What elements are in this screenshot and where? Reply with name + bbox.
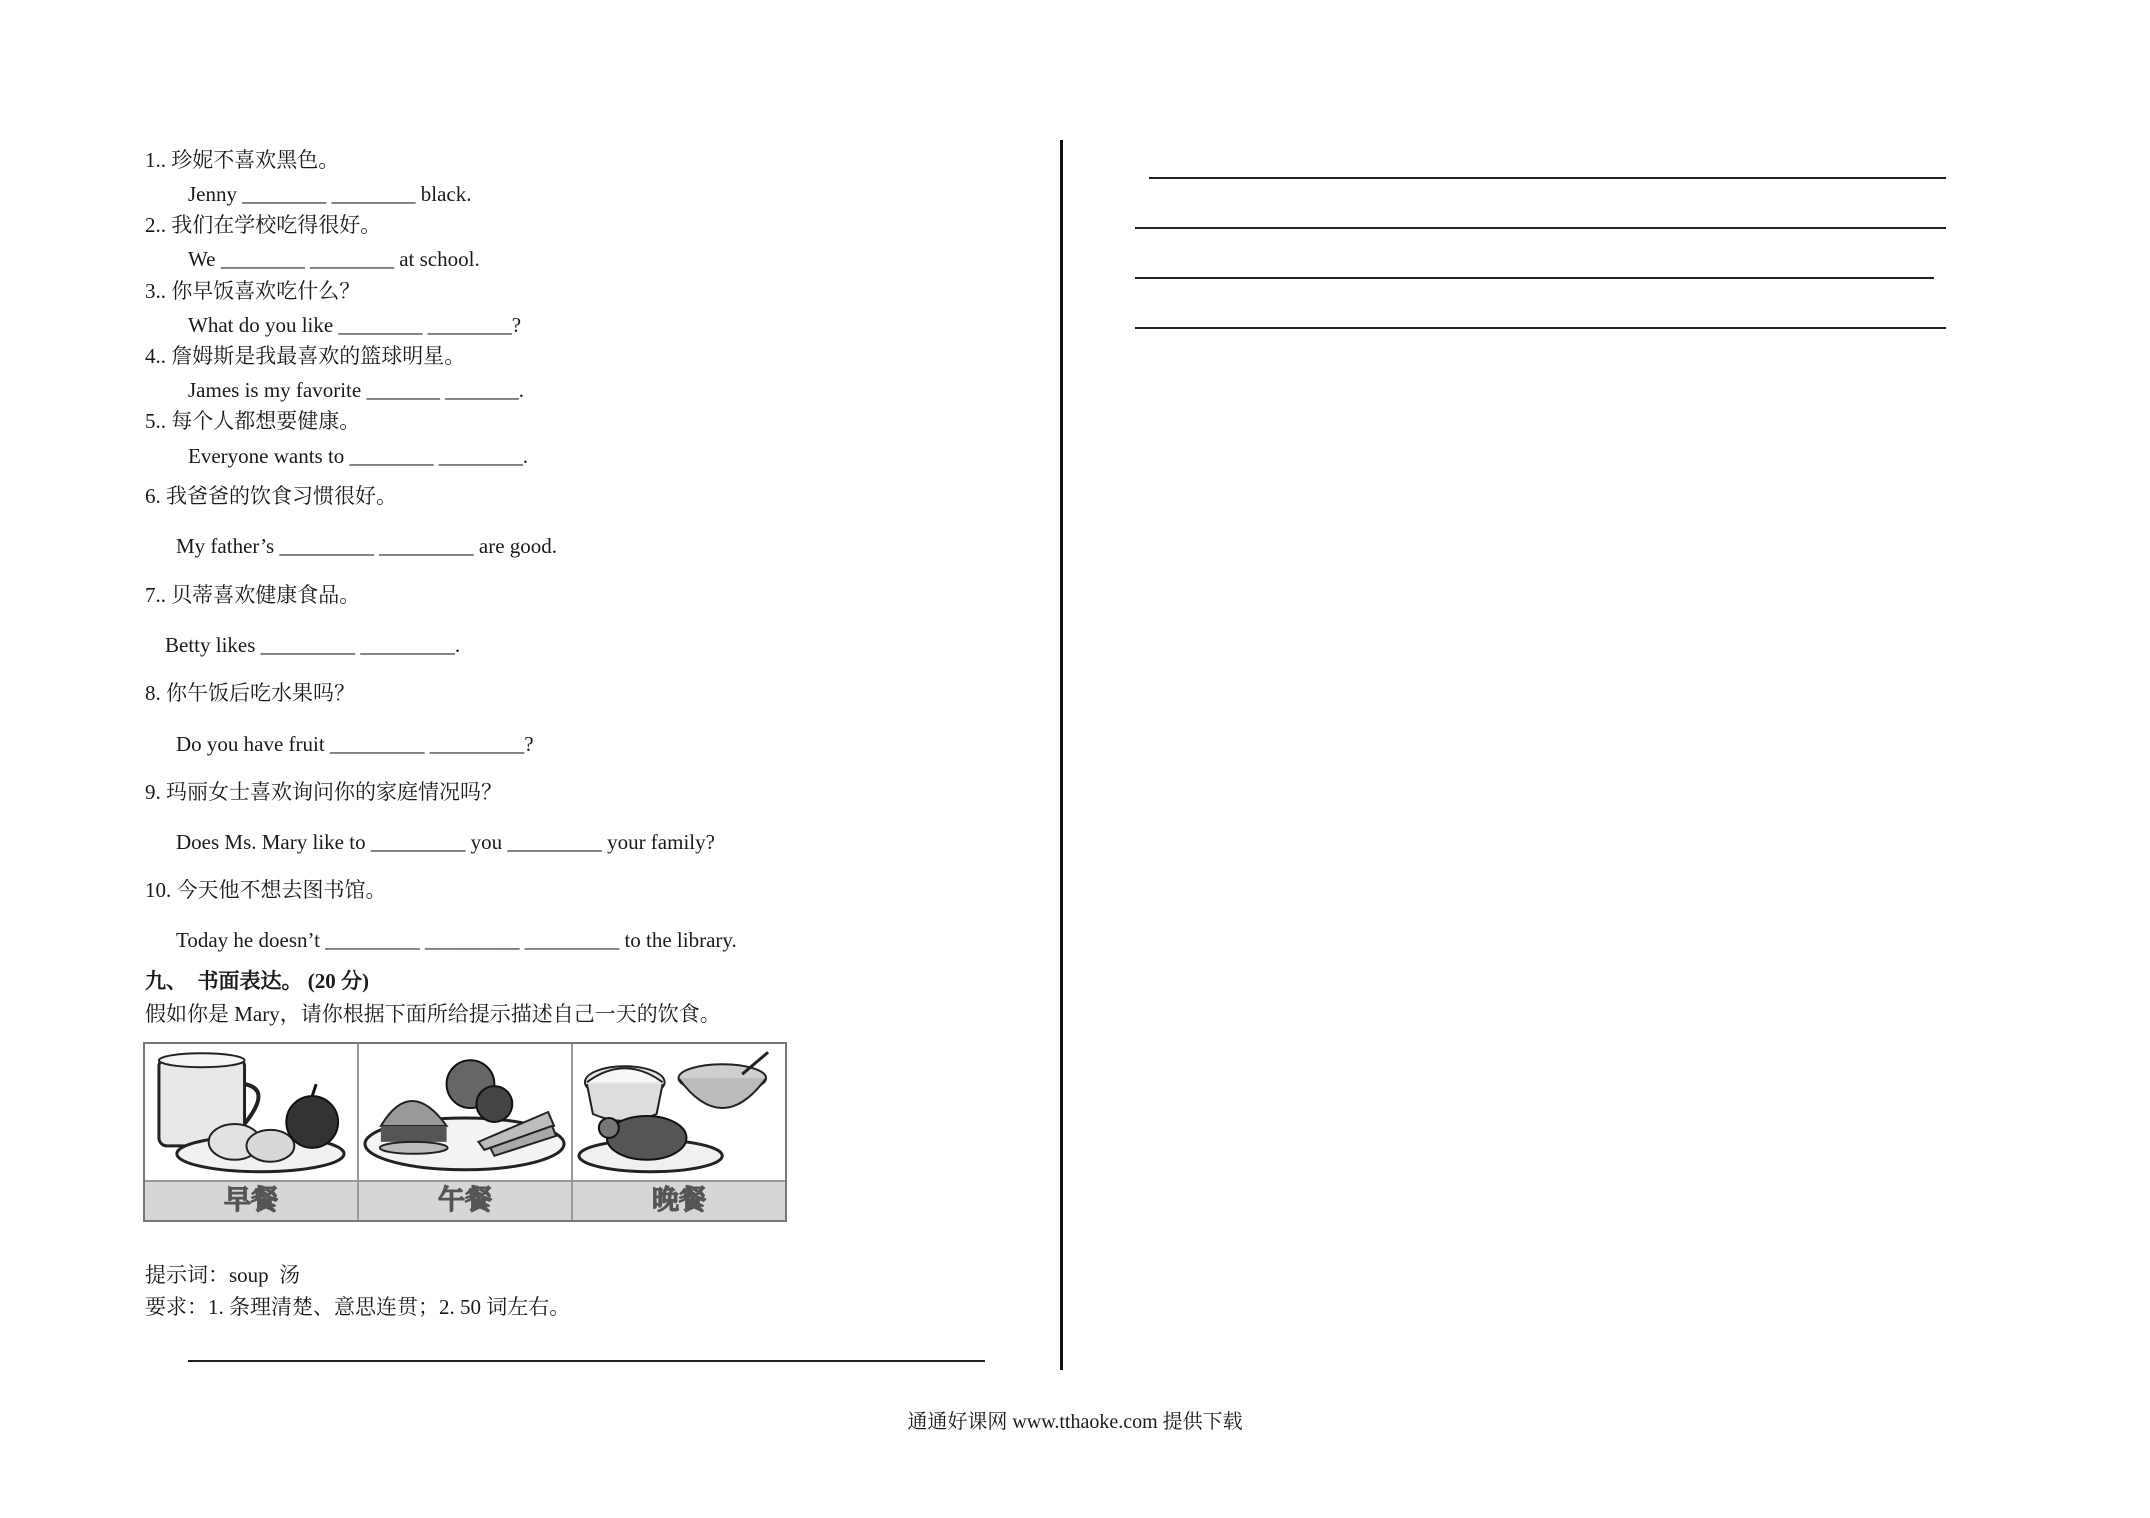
exercise-8-en: Do you have fruit _________ _________? [176, 732, 534, 756]
answer-line-right-1[interactable] [1149, 177, 1946, 179]
exercise-9-en: Does Ms. Mary like to _________ you _________ your family? [176, 830, 715, 854]
exercise-4-en: James is my favorite _______ _______. [188, 378, 524, 402]
answer-line-left[interactable] [188, 1360, 985, 1362]
writing-prompt: 假如你是 Mary，请你根据下面所给提示描述自己一天的饮食。 [145, 1002, 721, 1026]
breakfast-label: 早餐 [145, 1180, 357, 1220]
answer-line-right-2[interactable] [1135, 227, 1946, 229]
exercise-10-cn: 10. 今天他不想去图书馆。 [145, 878, 387, 902]
exercise-8-cn: 8. 你午饭后吃水果吗？ [145, 681, 355, 705]
page-footer: 通通好课网 www.tthaoke.com 提供下载 [907, 1411, 1243, 1433]
meal-illustration [143, 1042, 787, 1222]
exercise-10-en: Today he doesn’t _________ _________ _________ to the library. [176, 928, 737, 952]
breakfast-panel [145, 1044, 359, 1220]
exercise-4-cn: 4.. 詹姆斯是我最喜欢的篮球明星。 [145, 344, 466, 368]
exercise-1-en: Jenny ________ ________ black. [188, 182, 472, 206]
exercise-7-en: Betty likes _________ _________. [165, 633, 461, 657]
writing-requirement: 要求：1. 条理清楚、意思连贯；2. 50 词左右。 [145, 1295, 571, 1319]
exercise-7-cn: 7.. 贝蒂喜欢健康食品。 [145, 583, 361, 607]
exercise-5-en: Everyone wants to ________ ________. [188, 444, 529, 468]
exercise-1-cn: 1.. 珍妮不喜欢黑色。 [145, 148, 340, 172]
exercise-5-cn: 5.. 每个人都想要健康。 [145, 409, 361, 433]
writing-hint: 提示词：soup 汤 [145, 1263, 301, 1287]
exercise-2-en: We ________ ________ at school. [188, 247, 480, 271]
lunch-food-icon [359, 1044, 571, 1180]
exercise-3-cn: 3.. 你早饭喜欢吃什么？ [145, 279, 361, 303]
answer-line-right-4[interactable] [1135, 327, 1946, 329]
dinner-label: 晚餐 [573, 1180, 785, 1220]
exercise-9-cn: 9. 玛丽女士喜欢询问你的家庭情况吗？ [145, 780, 502, 804]
exercise-6-cn: 6. 我爸爸的饮食习惯很好。 [145, 484, 397, 508]
column-divider [1060, 140, 1063, 1370]
lunch-label: 午餐 [359, 1180, 571, 1220]
breakfast-food-icon [145, 1044, 357, 1180]
exercise-3-en: What do you like ________ ________? [188, 313, 522, 337]
lunch-panel [359, 1044, 573, 1220]
answer-line-right-3[interactable] [1135, 277, 1934, 279]
dinner-panel [573, 1044, 785, 1220]
dinner-food-icon [573, 1044, 785, 1180]
exercise-6-en: My father’s _________ _________ are good. [176, 534, 558, 558]
writing-heading: 九、 书面表达。 (20 分) [145, 969, 369, 993]
exercise-2-cn: 2.. 我们在学校吃得很好。 [145, 213, 382, 237]
